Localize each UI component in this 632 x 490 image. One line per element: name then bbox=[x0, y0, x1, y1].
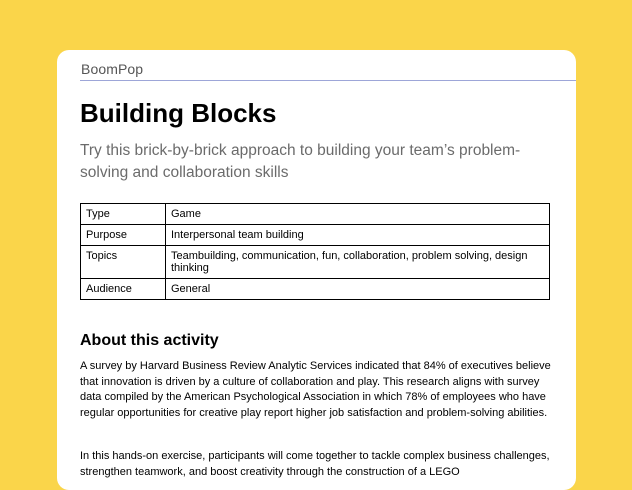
table-key-purpose: Purpose bbox=[81, 225, 166, 246]
brand-logo-text: BoomPop bbox=[81, 61, 144, 77]
about-paragraph-2: In this hands-on exercise, participants will come together to tackle complex business challenges, strengthen teamwork, and boost creativity through the construction of a LEGO bbox=[80, 450, 550, 478]
table-key-audience: Audience bbox=[81, 279, 166, 300]
document-card bbox=[57, 50, 576, 490]
page-subtitle: Try this brick-by-brick approach to building your team’s problem-solving and collaboration skills bbox=[80, 142, 521, 181]
table-key-type: Type bbox=[81, 204, 166, 225]
about-heading: About this activity bbox=[80, 332, 219, 349]
header-divider bbox=[80, 80, 576, 81]
table-row bbox=[81, 246, 550, 279]
table-value-purpose: Interpersonal team building bbox=[166, 225, 550, 246]
table-row bbox=[81, 204, 550, 225]
table-row bbox=[81, 279, 550, 300]
page-title: Building Blocks bbox=[80, 98, 277, 128]
about-paragraph-1: A survey by Harvard Business Review Analytic Services indicated that 84% of executives believe that innovation is driven by a culture of collaboration and play. This research aligns with survey data compiled by the American Psychological Association in which 78% of employees who have regular opportunities for creative play report higher job satisfaction and problem-solving abilities. bbox=[80, 360, 551, 419]
table-row bbox=[81, 225, 550, 246]
table-value-topics: Teambuilding, communication, fun, collaboration, problem solving, design thinking bbox=[166, 246, 550, 279]
activity-info-table bbox=[80, 203, 550, 300]
table-value-type: Game bbox=[166, 204, 550, 225]
table-key-topics: Topics bbox=[81, 246, 166, 279]
table-value-audience: General bbox=[166, 279, 550, 300]
